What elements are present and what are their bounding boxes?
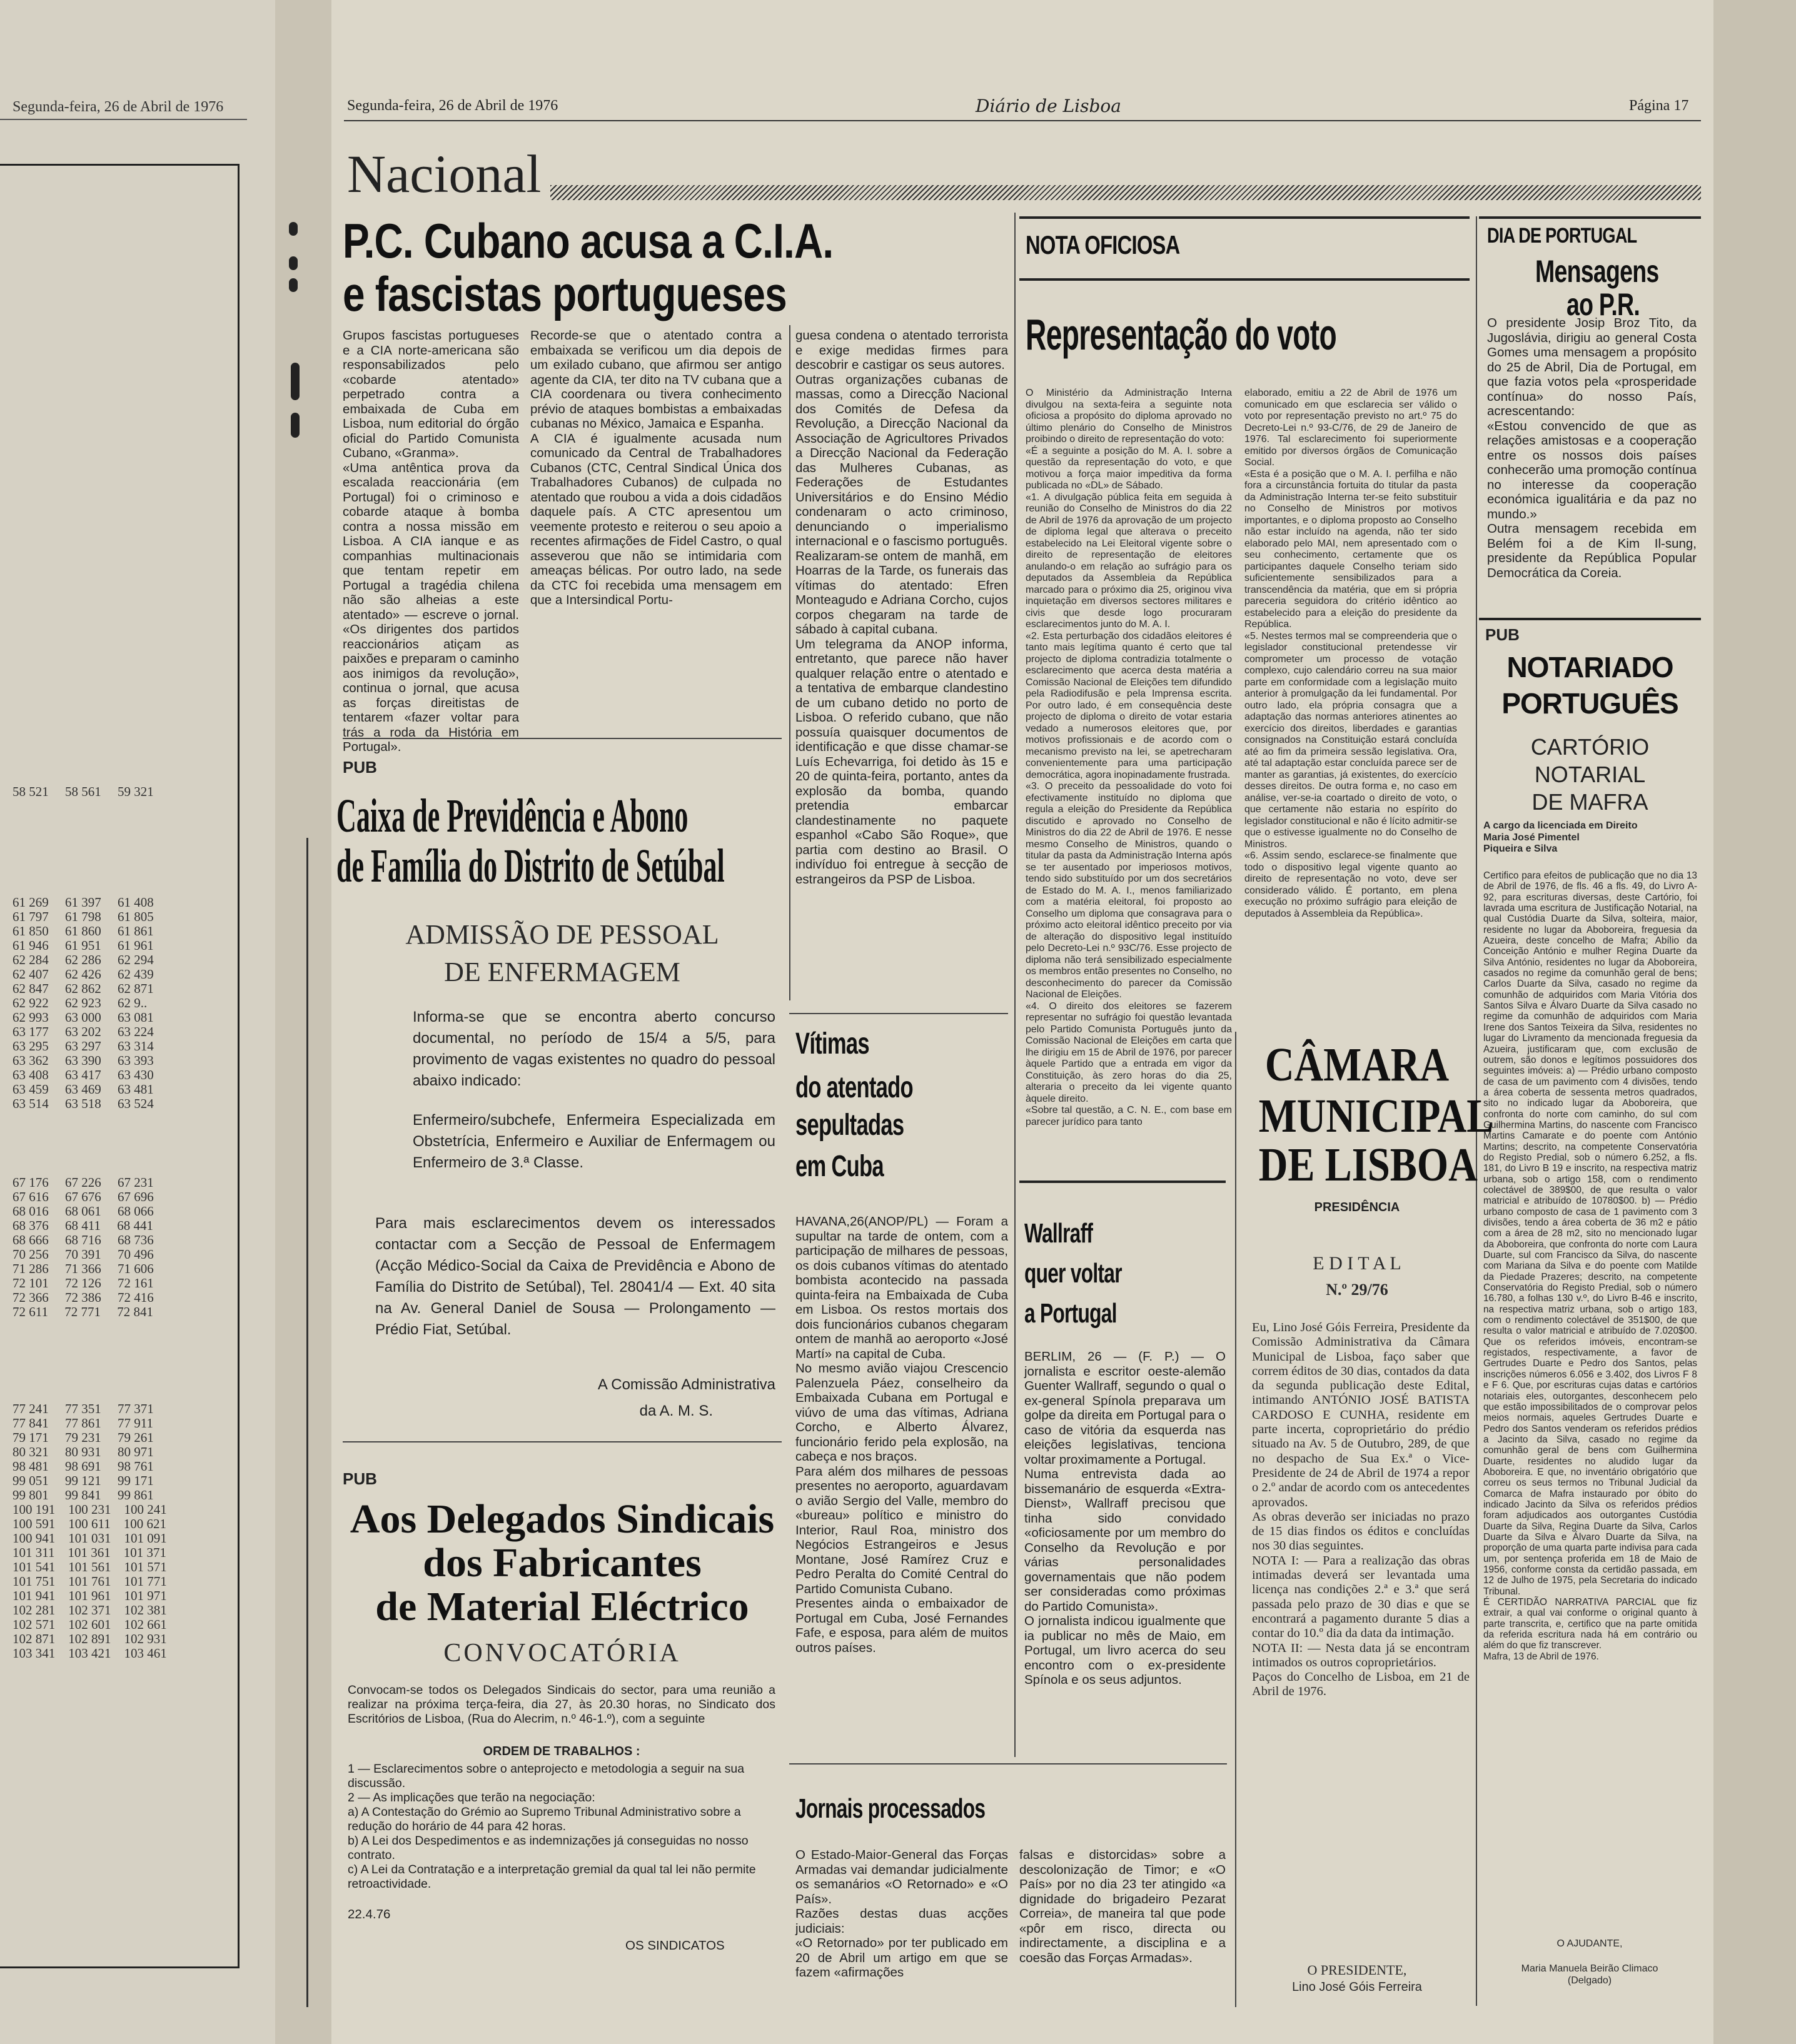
column-rule [1235, 1032, 1236, 2007]
article-headline: Representação do voto [1026, 310, 1337, 359]
article-rule [1019, 216, 1470, 219]
edital-text: Eu, Lino José Góis Ferreira, Presidente da Comissão Administrativa da Câmara Municipal de Lisboa, faço saber que correm éditos de 30 dias, contados da data da segunda publicação deste Edital, intimando ANTÓNIO JOSÉ BATISTA CARDOSO E CUNHA, residente em parte incerta, coproprietário do prédio situado na Av. 5 de Outubro, 289, de que no despacho de Sua Ex.ª o Vice-Presidente de 24 de Abril de 1974 a repor o 2.º andar de acordo com os antecedentes aprovados. As obras deverão ser iniciadas no prazo de 15 dias findos os éditos e concluídas nos 30 dias seguintes. NOTA I: — Para a realização das obras intimadas deverá ser levantada uma licença nas condições 2.ª e 3.ª que será passada pelo prazo de 30 dias e que se encontrará a pagamento durante 5 dias a contar do 10.º dia da data da intimação. NOTA II: — Nesta data já se encontram intimados os outros coproprietários. Paços do Concelho de Lisboa, em 21 de Abril de 1976. [1252, 1321, 1470, 1699]
edital-signature: Lino José Góis Ferreira [1292, 1980, 1422, 1994]
ad-title: de Material Eléctrico [375, 1584, 749, 1629]
article-rule [1479, 618, 1701, 620]
ad-signature: O AJUDANTE, [1556, 1938, 1623, 1949]
ad-subtitle: PRESIDÊNCIA [1314, 1201, 1400, 1214]
ad-signature: da A. M. S. [639, 1402, 713, 1419]
ad-text: Para mais esclarecimentos devem os interessados contactar com a Secção de Pessoal de Enfermagem (Acção Médico-Social da Caixa de Previdência e Abono de Família do Distrito de Setúbal), Tel. 28041/4 — Ext. 40 sita na Av. General Daniel de Sousa — Prolongamento — Prédio Fiat, Setúbal. [375, 1215, 775, 1338]
masthead: Diário de Lisboa [976, 96, 1121, 116]
ad-list: 1 — Esclarecimentos sobre o anteprojecto e metodologia a seguir na sua discussão. 2 — As implicações que terão na negociação: a) A Contestação do Grémio ao Supremo Tribunal Administrativo sobre a redução do horário de 44 para 42 horas. b) A Lei dos Despedimentos e as indemnizações já conseguidas no nosso contrato. c) A Lei da Contratação e a interpretação gremial da qual tal lei não permite retroactividade. [348, 1762, 756, 1891]
pub-label: PUB [343, 1469, 377, 1488]
article-headline: do atentado [795, 1071, 913, 1104]
ad-subtitle: DE MAFRA [1531, 789, 1648, 815]
number-list: 58 521 58 561 59 321 [13, 784, 154, 799]
article-body: HAVANA,26(ANOP/PL) — Foram a supultar na tarde de ontem, com a participação de milhares de pessoas, os dois cubanos vítimas do atentado bombista acontecido na passada quinta-feira na Embaixada de Cuba em Lisboa. Os restos mortais dos dois funcionários cubanos chegaram ontem de manhã ao aeroporto «José Martí» na capital de Cuba. No mesmo avião viajou Crescencio Palenzuela Páez, conselheiro da Embaixada Cubana em Portugal e viúvo de uma das vítimas, Adriana Corcho, e Alberto Álvarez, funcionário ferido pela explosão, na cabeça e nos braços. Para além dos milhares de pessoas presentes no aeroporto, aguardavam o avião Sergio del Valle, membro do «bureau» político e ministro do Interior, Raul Roa, ministro dos Negócios Estrangeiros e Jesus Montane, José Ramírez Cruz e Pedro Peralta do Comité Central do Partido Comunista Cubano. Presentes ainda o embaixador de Portugal em Cuba, José Fernandes Fafe, e esposa, para além de muitos outros países. [795, 1214, 1008, 1655]
ad-subtitle: CARTÓRIO [1530, 734, 1650, 760]
article-body: O Estado-Maior-General das Forças Armadas vai demandar judicialmente os semanários «O Retornado» e «O País». Razões destas duas acções judiciais: «O Retornado» por ter publicado em 20 de Abril um artigo em que se fazem «afirmações [795, 1848, 1008, 1980]
binding-hole [289, 256, 298, 270]
ad-rule [343, 1441, 782, 1442]
number-list: 67 176 67 226 67 231 67 616 67 676 67 696 68 016 68 061 68 066 68 376 68 411 68 441 68 666 68 716 68 736 70 256 70 391 70 496 71 286 71 366 71 606 72 101 72 126 72 161 72 366 72 386 72 416 72 611 72 771 72 841 [13, 1175, 154, 1319]
number-list: 61 269 61 397 61 408 61 797 61 798 61 805 61 850 61 860 61 861 61 946 61 951 61 961 62 284 62 286 62 294 62 407 62 426 62 439 62 847 62 862 62 871 62 922 62 923 62 9.. 62 993 63 000 63 081 63 177 63 202 63 224 63 295 63 297 63 314 63 362 63 390 63 393 63 408 63 417 63 430 63 459 63 469 63 481 63 514 63 518 63 524 [13, 895, 154, 1111]
number-list: 77 241 77 351 77 371 77 841 77 861 77 911 79 171 79 231 79 261 80 321 80 931 80 971 98 481 98 691 98 761 99 051 99 121 99 171 99 801 99 841 99 861 100 191 100 231 100 241 100 591 100 611 100 621 100 941 101 031 101 091 101 311 101 361 101 371 101 541 101 561 101 571 101 751 101 761 101 771 101 941 101 961 101 971 102 281 102 371 102 381 102 571 102 601 102 661 102 871 102 891 102 931 103 341 103 421 103 461 [13, 1401, 167, 1661]
column-rule [789, 325, 790, 1000]
article-headline: sepultadas [795, 1109, 904, 1142]
page-date: Segunda-feira, 26 de Abril de 1976 [347, 98, 558, 114]
article-headline: a Portugal [1024, 1298, 1117, 1329]
article-column: guesa condena o atentado terrorista e exige medidas firmes para descobrir e castigar os seus autores. Outras organizações cubanas de massas, como a Direcção Nacional dos Comités de Defesa da Revolução, a Direcção Nacional da Associação de Agricultores Privados a Direcção Nacional da Federação das Mulheres Cubanas, as Federações de Estudantes Universitários e do Ensino Médio condenaram o acto criminoso, denunciando o imperialismo internacional e o fascismo português. Realizaram-se ontem de manhã, em Hoarras de la Tarde, os funerais das vítimas do atentado: Efren Monteagudo e Adriana Corcho, cujos corpos chegaram na tarde de sábado à capital cubana. Um telegrama da ANOP informa, entretanto, que parece não haver qualquer relação entre o atentado e a tentativa de embarque clandestino de um cubano detido no porto de Lisboa. O referido cubano, que não possuía quaisquer documentos de identificação e que disse chamar-se Luís Echevarriga, foi detido às 15 e 20 de quinta-feira, portanto, antes da explosão da bomba, quando pretendia embarcar clandestinamente no paquete espanhol «Cabo São Roque», que partia com destino ao Brasil. O indivíduo foi entregue à secção de estrangeiros da PSP de Lisboa. [795, 328, 1008, 887]
article-headline: ao P.R. [1566, 287, 1640, 322]
article-headline: Jornais processados [795, 1793, 986, 1824]
section-title: Nacional [347, 144, 542, 204]
section-hatch [550, 185, 1701, 200]
edital-title: E D I T A L [1313, 1253, 1401, 1274]
ad-subtitle: DE ENFERMAGEM [444, 957, 680, 987]
ad-date: 22.4.76 [348, 1907, 391, 1921]
ad-heading: ORDEM DE TRABALHOS : [483, 1744, 640, 1758]
binding-hole [289, 222, 298, 236]
ad-title: de Família do Distrito de Setúbal [336, 840, 725, 892]
binding-seam [306, 838, 308, 2007]
article-rule [1019, 278, 1470, 281]
article-rule [1019, 1181, 1226, 1183]
lead-headline: e fascistas portugueses [343, 266, 787, 321]
article-body: O presidente Josip Broz Tito, da Jugoslávia, dirigiu ao general Costa Gomes uma mensagem a propósito do 25 de Abril, Dia de Portugal, em que fazia votos pela «prosperidade contínua» do nosso País, acrescentando: «Estou convencido de que as relações amistosas e a cooperação entre os nossos dois países conhecerão uma promoção contínua no interesse da cooperação económica igualitária e da paz no mundo.» Outra mensagem recebida em Belém foi a de Kim Il-sung, presidente da República Popular Democrática da Coreia. [1487, 316, 1697, 580]
header-rule [344, 120, 1701, 121]
pub-label: PUB [1485, 625, 1520, 644]
ad-title: Aos Delegados Sindicais [350, 1496, 775, 1542]
ad-title: DE LISBOA [1258, 1139, 1478, 1191]
nota-label: NOTA OFICIOSA [1026, 230, 1180, 259]
ad-subtitle: CONVOCATÓRIA [443, 1639, 681, 1668]
ad-title: PORTUGUÊS [1501, 687, 1678, 720]
previous-page-date: Segunda-feira, 26 de Abril de 1976 [13, 99, 224, 115]
binding-gutter [275, 0, 331, 2044]
article-headline: Mensagens [1535, 254, 1659, 289]
lead-headline: P.C. Cubano acusa a C.I.A. [343, 213, 834, 268]
ad-signature: A Comissão Administrativa [597, 1376, 775, 1393]
ad-text: Enfermeiro/subchefe, Enfermeira Especializada em Obstetrícia, Enfermeiro e Auxiliar de Enfermagem ou Enfermeiro de 3.ª Classe. [413, 1112, 775, 1171]
ad-subtitle: NOTARIAL [1534, 762, 1646, 787]
article-rule [1479, 216, 1701, 219]
page-number: Página 17 [1629, 98, 1689, 114]
article-headline: Vítimas [795, 1027, 869, 1060]
ad-text: Convocam-se todos os Delegados Sindicais do sector, para uma reunião a realizar na próxima terça-feira, dia 27, às 20.30 horas, no Sindicato dos Escritórios de Lisboa, (Rua do Alecrim, n.º 46-1.º), com a seguinte [348, 1683, 775, 1726]
ad-title: MUNICIPAL [1258, 1090, 1494, 1142]
ad-signature: Maria Manuela Beirão Climaco (Delgado) [1521, 1963, 1658, 1986]
binding-hole [289, 278, 298, 292]
pub-label: PUB [343, 758, 377, 777]
binding-clip [291, 363, 300, 400]
article-column: Grupos fascistas portugueses e a CIA norte-americana são responsabilizados pelo «cobarde atentado» perpetrado contra a embaixada de Cuba em Lisboa, num editorial do órgão oficial do Partido Comunista Cubano, «Granma». «Uma antêntica prova da escalada reaccionária (em Portugal) foi o criminoso e cobarde ataque à bomba contra a nossa missão em Lisboa. A CIA ianque e as companhias multinacionais que tentam repetir em Portugal a tragédia chilena não são alheias a este atentado» — escreve o jornal. «Os dirigentes dos partidos reaccionários atiçam as paixões e preparam o caminho aos inimigos da revolução», continua o jornal, que acusa as forças direitistas de tentarem «fazer voltar para trás a roda da História em Portugal». [343, 328, 519, 754]
dia-label: DIA DE PORTUGAL [1487, 224, 1637, 248]
article-headline: Wallraff [1024, 1218, 1093, 1249]
ad-title: dos Fabricantes [423, 1540, 702, 1586]
ad-text: Informa-se que se encontra aberto concurso documental, no período de 15/4 a 5/5, para provimento de vagas existentes no quadro do pessoal abaixo indicado: [413, 1009, 775, 1089]
article-body: BERLIM, 26 — (F. P.) — O jornalista e escritor oeste-alemão Guenter Wallraff, segundo o qual o ex-general Spínola preparava um golpe da direita em Portugal para o caso de vitória da esquerda nas eleições legislativas, tenciona voltar proximamente a Portugal. Numa entrevista dada ao bissemanário de esquerda «Extra-Dienst», Wallraff precisou que tinha sido convidado «oficiosamente por um membro do Conselho da Revolução e por várias personalidades governamentais que não podem ser consideradas como próximas do Partido Comunista». O jornalista indicou igualmente que ia publicar no mês de Maio, em Portugal, um livro acerca do seu encontro com o ex-presidente Spínola e os seus adjuntos. [1024, 1349, 1226, 1687]
notary-name: A cargo da licenciada em Direito Maria José Pimentel Piqueira e Silva [1483, 820, 1638, 854]
previous-page-header [0, 94, 247, 120]
article-column: Recorde-se que o atentado contra a embaixada se verificou um dia depois de um exilado cubano, que afirmou ser antigo agente da CIA, ter dito na TV cubana que a CIA coordenara ou tivera conhecimento prévio de ataques bombistas a embaixadas cubanas no México, Jamaica e Espanha. A CIA é igualmente acusada num comunicado da Central de Trabalhadores Cubanos (CTC, Central Sindical Única dos Trabalhadores Cubanos) de culpada no atentado que roubou a vida a dois cidadãos daquele país. A CTC apresentou um veemente protesto e reiterou o seu apoio a recentes afirmações de Fidel Castro, o qual asseverou que não se intimidaria com ameaças bélicas. Por outro lado, na sede da CTC foi recebida uma mensagem em que a Intersindical Portu- [530, 328, 782, 607]
ad-signature: OS SINDICATOS [625, 1938, 725, 1953]
ad-title: Caixa de Previdência e Abono [336, 790, 689, 842]
article-body: falsas e distorcidas» sobre a descolonização de Timor; e «O País» por no dia 23 ter atingido «a dignidade do brigadeiro Pezarat Correia», de maneira tal que pode «pôr em risco, directa ou indirectamente, a disciplina e a coesão das Forças Armadas». [1019, 1848, 1226, 1965]
article-headline: em Cuba [795, 1150, 884, 1183]
ad-rule [343, 738, 782, 739]
article-rule [789, 1013, 1008, 1014]
edital-number: N.º 29/76 [1326, 1281, 1388, 1299]
article-column: elaborado, emitiu a 22 de Abril de 1976 um comunicado em que esclarecia ser válido o voto por representação previsto no art.º 75 do Decreto-Lei n.º 93-C/76, de 29 de Janeiro de 1976. Tal esclarecimento foi superiormente emitido por diversos órgãos de Comunicação Social. «Esta é a posição que o M. A. I. perfilha e não fora a circunstância fortuita do titular da pasta da Administração Interna ter-se feito substituir no Conselho de Ministros por motivos importantes, e o diploma proposto ao Conselho não estar incluído na agenda, não ter sido elaborado pelo MAI, nem apresentado com o seu conhecimento, certamente que os participantes daquele Conselho teriam sido suficientemente sensibilizados para a transcendência da matéria, que em si própria pareceria seguidora do critério idêntico ao estabelecido para a eleição do presidente da República. «5. Nestes termos mal se compreenderia que o legislador constitucional pretendesse vir comprometer um processo de votação complexo, cujo calendário correu na sua maior parte em conformidade com a legislação muito anterior à promulgação da lei fundamental. Por outro lado, ela própria consagra que a adaptação das normas anteriores atinentes ao exercício dos direitos, liberdades e garantias consignados na Constituição estará concluída até ao fim da primeira sessão legislativa. Ora, até tal adaptação estar concluída parece ser de manter as garantias, já existentes, do exercício desses direitos. De outra forma e, no caso em análise, ver-se-ia coartado o direito de voto, o que certamente não estaria no espírito do legislador constitucional e não é lícito admitir-se que o estivesse igualmente no do Conselho de Ministros. «6. Assim sendo, esclarece-se finalmente que todo o dispositivo legal vigente quanto ao direito de representação no voto, deve ser considerado válido. É portanto, em plena execução no próximo sufrágio para eleição de deputados à Assembleia da República». [1244, 388, 1457, 919]
ad-subtitle: ADMISSÃO DE PESSOAL [405, 919, 719, 950]
article-rule [789, 1763, 1227, 1765]
edital-signature: O PRESIDENTE, [1307, 1962, 1407, 1978]
binding-clip [291, 413, 300, 438]
article-column: O Ministério da Administração Interna divulgou na sexta-feira a seguinte nota oficiosa a propósito do diploma aprovado no último plenário do Conselho de Ministros proibindo o direito de representação do voto: «É a seguinte a posição do M. A. I. sobre a questão da representação do voto, e que motivou a força maior impeditiva da forma publicada no «DL» de Sábado. «1. A divulgação pública feita em seguida à reunião do Conselho de Ministros do dia 22 de Abril de 1976 da aprovação de um projecto de diploma legal que alterava o preceito estabelecido na Lei Eleitoral vigente sobre o direito de representação de eleitores anulando-o em relação ao sufrágio para os deputados da Assembleia da República marcado para o próximo dia 25, originou viva inquietação em diversos sectores militares e civis que desde logo procuraram esclarecimentos junto do M. A. I. «2. Esta perturbação dos cidadãos eleitores é tanto mais legítima quanto é certo que tal projecto de diploma contradizia totalmente o esclarecimento que acerca desta matéria a Comissão Nacional de Eleições tem difundido pela Radiodifusão e pela Imprensa escrita. Por outro lado, é em consequência deste projecto de diploma o direito de votar estaria vedado a numerosos eleitores que, por motivos profissionais e de acordo com o mecanismo previsto na lei, se apetrecharam convenientemente para uma participação democrática, agora inopinadamente frustrada. «3. O preceito da pessoalidade do voto foi efectivamente instituído no diploma que regula a eleição do Presidente da República discutido e aprovado no Conselho de Ministros do dia 22 de Abril de 1976. E nesse mesmo Conselho de Ministros, quando o titular da pasta da Administração Interna após se ter ausentado por imperiosos motivos, tendo sido substituído por um dos secretários de Estado do M. A. I., menos familiarizado com a matéria eleitoral, foi proposto ao Conselho um diploma que consagrava para o próximo acto eleitoral idêntico preceito por via de alteração do dispositivo legal instituído pelo Decreto-Lei n.º 93C/76. Esse projecto de diploma não terá sensibilizado especialmente os membros então presentes no Conselho, no desconhecimento do parecer da Comissão Nacional de Eleições. «4. O direito dos eleitores se fazerem representar no sufrágio foi questão levantada pelo Partido Comunista Português junto da Comissão Nacional de Eleições em carta que lhe dirigiu em 15 de Abril de 1976, por parecer àquele Partido que a entrada em vigor da Constituição, às zero horas do dia 25, alteraria o preceito da lei vigente quanto àquele direito. «Sobre tal questão, a C. N. E., com base em parecer jurídico para tanto [1026, 388, 1232, 1127]
ad-title: CÂMARA [1264, 1039, 1450, 1091]
ad-title: NOTARIADO [1506, 651, 1673, 683]
column-rule [1014, 213, 1016, 1757]
ad-text: Certifico para efeitos de publicação que no dia 13 de Abril de 1976, de fls. 46 a fls. 49, do Livro A-92, para escrituras diversas, deste Cartório, foi lavrada uma escritura de Justificação Notarial, na qual Custódia Duarte da Silva, solteira, maior, residente no lugar da Aboboreira, freguesia da Azueira, deste concelho de Mafra; Abílio da Conceição António e mulher Regina Duarte da Silva António, residentes no lugar da Aboboreira, casados no regime da comunhão geral de bens; Carlos Duarte da Silva, casado no regime da comunhão de adquiridos com Maria Vitória dos Santos Silva e Álvaro Duarte da Silva casado no regime da comunhão de adquiridos com Maria Irene dos Santos Teixeira da Silva, residentes no lugar do Livramento da mencionada freguesia da Azueira, justificaram que, com exclusão de outrem, são donos e legítimos possuidores dos seguintes imóveis: a) — Prédio urbano composto de casa de um pavimento com 4 divisões, tendo a área coberta de sessenta metros quadrados, sito no indicado lugar da Aboboreira, que confronta do norte com caminho, do sul com Guilhermina Martins, do nascente com Francisco Martins Camarate e do poente com António Martins; descrito, na competente Conservatória do Registo Predial, sob o número 6.252, a fls. 181, do Livro B 19 e inscrito, na respectiva matriz urbana, sob o artigo 158, com o rendimento colectável de 389$00, de que resulta o valor matricial e atribuído de 10780$00. b) — Prédio urbano composto de casa de 1 pavimento com 3 divisões, tendo a área coberta de 36 m2 e pátio com a área de 28 m2, sito no mencionado lugar da Aboboreira, que confronta do norte com Laura Duarte, sul com Francisco da Silva, do nascente com Mariana da Silva e do poente com Matilde da Piedade Prazeres; descrito, na competente Conservatória do Registo Predial, sob o número 16.780, a folhas 130 v.º, do Livro B-46 e inscrito, na respectiva matriz urbana, sob o artigo 183, com o rendimento colectável de 351$00, de que resulta o valor matricial e atribuído de 7.020$00. Que os referidos imóveis, encontram-se registados, respectivamente, a favor de Gertrudes Duarte e Pedro dos Santos, pelas inscrições números 6.056 e 3.402, dos Livros F 8 e F 6. Que, por escrituras cujas datas e cartórios notariais eles, outorgantes, desconhecem pelo que estão impossibilitados de o comprovar pelos meios normais, aqueles Gertrudes Duarte e Pedro dos Santos venderam os referidos prédios a Jacinto da Silva, casado no regime da comunhão geral de bens com Guilhermina Duarte, residentes no aludido lugar da Aboboreira. E que, no inventário obrigatório que correu os seus termos no Tribunal Judicial da Comarca de Mafra instaurado por óbito do indicado Jacinto da Silva os referidos prédios foram adjudicados aos outorgantes Custódia Duarte da Silva, Regina Duarte da Silva, Carlos Duarte da Silva e Álvaro Duarte da Silva, na proporção de uma quarta parte indivisa para cada um, por sentença proferida em 18 de Maio de 1956, conforme consta da certidão passada, em 12 de Julho de 1975, pela Secretaria do indicado Tribunal. É CERTIDÃO NARRATIVA PARCIAL que fiz extrair, a qual vai conforme o original quanto à parte transcrita, e, certifico que na parte omitida da referida escritura nada há em contrário ou além do que fiz transcrever. Mafra, 13 de Abril de 1976. [1483, 870, 1697, 1662]
page-edge [1713, 0, 1796, 2044]
article-headline: quer voltar [1024, 1258, 1122, 1289]
